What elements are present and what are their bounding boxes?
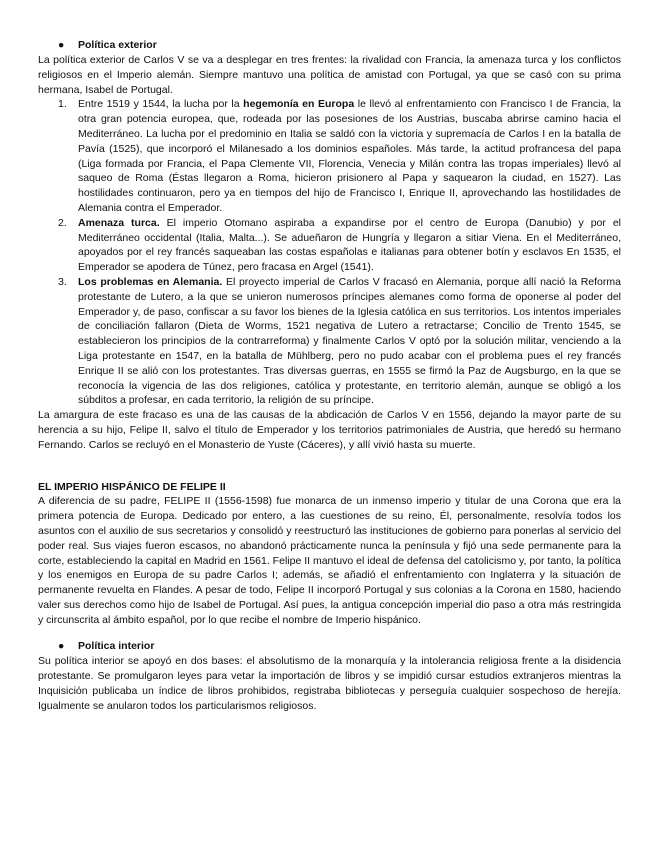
paragraph-intro: La política exterior de Carlos V se va a desplegar en tres frentes: la rivalidad con Francia, la amenaza turca y los conflictos religiosos en el Imperio alemán. Siempre mantuvo una política de amistad con Portugal, ya que se casó con su prima hermana, Isabel de Portugal.: [38, 54, 621, 96]
list-item-text: Entre 1519 y 1544, la lucha por la: [78, 98, 244, 111]
list-number: 3.: [58, 275, 67, 288]
heading-politica-exterior: [38, 38, 621, 53]
list-number: 1.: [58, 98, 67, 111]
heading-text: Política exterior: [78, 39, 157, 51]
list-item: [38, 275, 621, 408]
paragraph-conclusion: La amargura de este fracaso es una de las causas de la abdicación de Carlos V en 1556, dejando la mayor parte de su herencia a su hijo, Felipe II, salvo el título de Emperador y los territorios patrimoniales de Austria, que heredó su hermano Fernando. Carlos se recluyó en el Monasterio de Yuste (Cáceres), y allí vivió hasta su muerte.: [38, 409, 621, 451]
paragraph-politica-interior: Su política interior se apoyó en dos bases: el absolutismo de la monarquía y la intolerancia religiosa frente a la disidencia protestante. Se promulgaron leyes para vetar la importación de libros y se impidió cursar estudios extranjeros mientras la Inquisición publicaba un índice de libros prohibidos, registraba bibliotecas y perseguía cualquier sospechoso de herejía. Igualmente se anularon todos los particularismos religiosos.: [38, 655, 621, 712]
heading-text: Política interior: [78, 640, 155, 653]
bullet-icon: ●: [58, 640, 65, 653]
section-title: EL IMPERIO HISPÁNICO DE FELIPE II: [38, 480, 226, 493]
list-item: [38, 97, 621, 215]
list-item-bold: Amenaza turca.: [78, 216, 160, 229]
list-item-text: le llevó al enfrentamiento con Francisco I de Francia, la otra gran potencia europea, que, rodeada por las posesiones de los Austrias, buscaba abrirse camino hacia el Mediterráneo. La lucha por el predominio en Italia se saldó con la victoria y supremacía de Carlos I en la batalla de Pavía (1525), que incorporó el Milanesado a los dominios españoles. Más tarde, la actitud profrancesa del papa (Liga formada por Francia, el Papa Clemente VII, Florencia, Venecia y Milán contra las tropas imperiales) llevó al saqueo de Roma (Éstas llegaron a Roma, hicieron prisionero al Papa y saquearon la ciudad, en 1527). Las hostilidades continuaron, pero ya en tiempos del hijo de Francisco I, Enrique II, aprovechando las hostilidades de Alemania contra el Emperador.: [78, 98, 621, 214]
bullet-icon: ●: [58, 39, 65, 51]
list-number: 2.: [58, 216, 67, 229]
list-item-bold: hegemonía en Europa: [243, 98, 355, 111]
list-item-text: El imperio Otomano aspiraba a expandirse por el centro de Europa (Danubio) y por el Mediterráneo occidental (Italia, Malta...). Se adueñaron de Hungría y llegaron a sitiar Viena. En el Mediterráneo, apoyados por el rey francés saqueaban las costas españolas e italianas para obtener botín y esclavos En 1535, el Emperador se apodera de Túnez, pero fracasa en Argel (1541).: [78, 216, 621, 274]
list-item-text: El proyecto imperial de Carlos V fracasó en Alemania, porque allí nació la Reforma protestante de Lutero, a la que se unieron numerosos príncipes alemanes como forma de oponerse al poder del Emperador y, de paso, confiscar a su favor los bienes de la Iglesia católica en sus territorios. Los intentos imperiales de conciliación fallaron (Dieta de Worms, 1521 negativa de Lutero a retractarse; Concilio de Trento 1545, se establecieron los principios de la contrarreforma) y finalmente Carlos V optó por la solución militar, venciendo a la Liga protestante en 1547, en la batalla de Mühlberg, pero no pudo acabar con el problema pues el rey francés Enrique II se alió con los protestantes. Tras diversas guerras, en 1555 se firmó la Paz de Augsburgo, en la que se reconocía la vigencia de las dos religiones, católica y protestante, en territorio alemán, aunque se obligó a los súbditos a profesar, en cada territorio, la religión de su príncipe.: [78, 275, 621, 407]
list-item-bold: Los problemas en Alemania.: [78, 275, 223, 288]
heading-politica-interior: [38, 639, 621, 654]
paragraph-imperio: A diferencia de su padre, FELIPE II (1556-1598) fue monarca de un inmenso imperio y titular de una Corona que era la primera potencia de Europa. Dedicado por entero, a las cuestiones de su reino, Él, personalmente, resolvía todos los asuntos con el auxilio de sus secretarios y consolidó y reestructuró las instituciones de gobierno para ponerlas al servicio del poder real. Sus viajes fueron escasos, no abandonó prácticamente nunca la península y fijó una sede permanente para la corte, estableciendo la capital en Madrid en 1561. Felipe II mantuvo el ideal de defensa del catolicismo y, por tanto, la política y los enemigos en Europa de su padre Carlos I; además, se añadió el enfrentamiento con Inglaterra y la situación de permanente revuelta en Flandes. A pesar de todo, Felipe II incorporó Portugal y sus colonias a la Corona en 1580, haciendo valer sus derechos como hijo de Isabel de Portugal. Así pues, la antigua concepción imperial dio paso a otra más restringida y circunscrita al ámbito español, por lo que recibe el nombre de Imperio hispánico.: [38, 495, 621, 626]
numbered-list: [38, 97, 621, 408]
list-item: [38, 216, 621, 275]
